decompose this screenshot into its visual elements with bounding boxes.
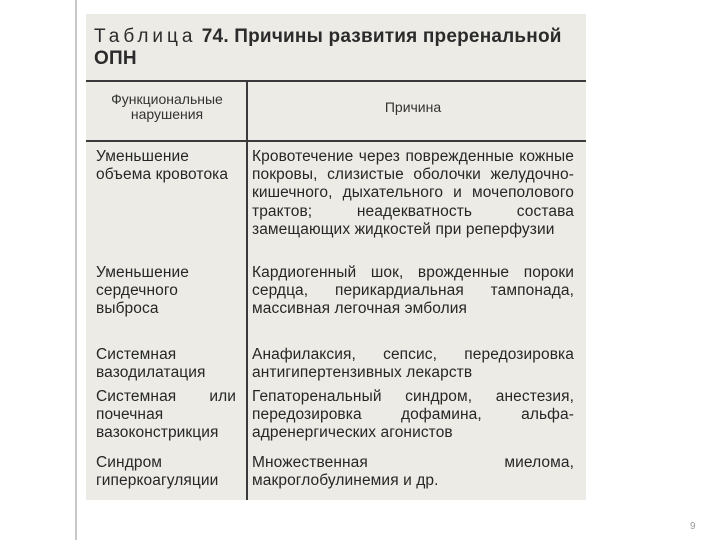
table-caption [94,26,584,70]
row-2-disorder: Уменьшение сердечного выброса [96,264,189,318]
header-disorders: Функциональные нарушения [111,91,223,122]
page-number: 9 [690,521,696,532]
row-5-cause: Множественная миелома, макроглобулинемия и др. [252,454,574,490]
row-3-disorder: Системная вазодилатация [96,346,206,382]
row-2-cause: Кардиогенный шок, врожденные пороки сердца, перикардиальная тампонада, массивная легочная эмболия [252,264,574,318]
row-3-cause: Анафилаксия, сепсис, передозировка антигипертензивных лекарств [252,346,574,382]
slide-left-rule [75,0,77,540]
row-1-cause: Кровотечение через поврежденные кожные покровы, слизистые оболочки желудочно-кишечного, дыхательного и мочеполового трактов; неадекватность состава замещающих жидкостей при реперфузии [252,148,574,238]
row-1-disorder: Уменьшение объема кровотока [96,148,229,184]
column-divider [246,80,248,500]
header-bottom-rule [86,140,586,142]
caption-label: Таблица [94,26,197,47]
scanned-table-image [86,14,586,500]
table-top-rule [86,80,586,82]
caption-text: 74. Причины развития преренальной ОПН [94,26,562,69]
row-4-disorder: Системная или почечная вазоконстрикция [96,388,236,442]
header-cause: Причина [384,99,442,115]
row-5-disorder: Синдром гиперкоагуляции [96,454,219,490]
row-4-cause: Гепаторенальный синдром, анестезия, передозировка дофамина, альфа-адренергических агонистов [252,388,574,442]
